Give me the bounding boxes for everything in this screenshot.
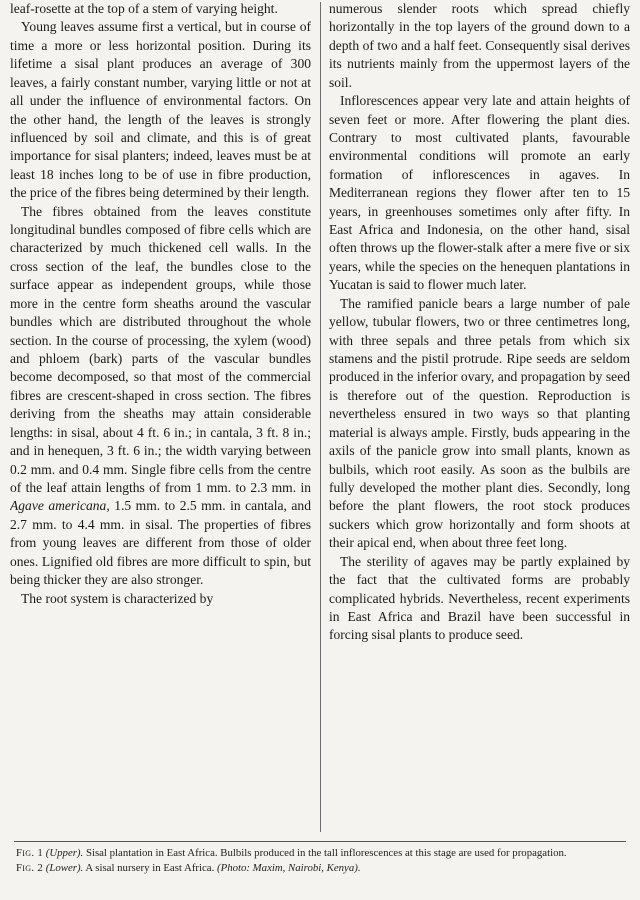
column-divider bbox=[320, 2, 321, 832]
right-column bbox=[329, 0, 630, 838]
paragraph bbox=[10, 203, 311, 590]
paragraph: The ramified panicle bears a large number of pale yellow, tubular flowers, two or three centimetres long, with three sepals and three petals from which six stamens and the pistil protrude. Ripe seeds are seldom produced in the inferior ovary, and propagation by seed is therefore out of the question. Reproduction is nevertheless ensured in two ways so that planting material is always ample. Firstly, buds appearing in the axils of the panicle grow into small plants, known as bulbils, which root easily. As soon as the bulbils are fully developed the mother plant dies. Secondly, long before the plant flowers, the root stock produces suckers which grow horizontally and form shoots at their apical end, when about three feet long. bbox=[329, 295, 630, 551]
paragraph: numerous slender roots which spread chiefly horizontally in the top layers of the ground down to a depth of two and a half feet. Consequently sisal derives its nutrients mainly from the uppermost layers of the soil. bbox=[329, 1, 630, 90]
photo-credit: (Photo: Maxim, Nairobi, Kenya). bbox=[217, 862, 361, 874]
paragraph: The root system is characterized by bbox=[21, 590, 214, 606]
figure-label: Fig. 1 bbox=[16, 847, 44, 859]
paragraph: The sterility of agaves may be partly explained by the fact that the cultivated forms are probably complicated hybrids. Nevertheless, recent experiments in East Africa and Brazil have been successful in forcing sisal plants to produce seed. bbox=[329, 553, 630, 643]
figure-position: (Upper). bbox=[45, 847, 84, 859]
caption-rule bbox=[14, 841, 626, 842]
paragraph: Young leaves assume first a vertical, but in course of time a more or less horizontal position. During its lifetime a sisal plant produces an average of 300 leaves, a fairly constant number, varying little or not at all under the influence of environmental factors. On the other hand, the length of the leaves is strongly influenced by soil and climate, and this is of great importance for sisal planters; indeed, leaves must be at least 18 inches long to be of use in fibre production, the price of the fibres being determined by their length. bbox=[10, 19, 311, 201]
text-columns bbox=[10, 0, 630, 838]
document-page bbox=[10, 0, 630, 900]
caption-fig-2 bbox=[16, 861, 624, 875]
species-name: Agave americana bbox=[10, 498, 107, 514]
figure-position: (Lower). bbox=[45, 862, 84, 874]
paragraph: leaf-rosette at the top of a stem of varying height. bbox=[10, 1, 278, 16]
figure-label: Fig. 2 bbox=[16, 862, 44, 874]
paragraph-text: , 1.5 mm. to 2.5 mm. in cantala, and 2.7 mm. to 4.4 mm. in sisal. The properties of fibres from young leaves are different from those of older ones. Lignified old fibres are more difficult to spin, but being thicker they are also stronger. bbox=[10, 498, 311, 588]
caption-fig-1 bbox=[16, 846, 624, 860]
paragraph: Inflorescences appear very late and attain heights of seven feet or more. After flowering the plant dies. Contrary to most cultivated plants, favourable environmental conditions will promote an early formation of inflorescences in agaves. In Mediterranean regions they flower after ten to 15 years, in greenhouses sometimes only after fifty. In East Africa and Indonesia, on the other hand, sisal often throws up the flower-stalk after a mere five or six years, while the species on the henequen plantations in Yucatan is said to flower much later. bbox=[329, 93, 630, 293]
left-column bbox=[10, 0, 311, 838]
figure-captions bbox=[16, 846, 624, 875]
caption-text: Sisal plantation in East Africa. Bulbils produced in the tall inflorescences at this stage are used for propagation. bbox=[85, 847, 567, 859]
paragraph-text: The fibres obtained from the leaves constitute longitudinal bundles composed of fibre cells which are characterized by much thickened cell walls. In the cross section of the leaf, the bundles close to the surface appear as independent groups, while those more in the centre form sheaths around the vascular bundles which are distributed throughout the whole section. In the course of processing, the xylem (wood) and phloem (bark) parts of the vascular bundles become decomposed, so that most of the commercial fibres are crescent-shaped in cross section. The fibres deriving from the sheaths may attain considerable lengths: in sisal, about 4 ft. 6 in.; in cantala, 3 ft. 8 in.; and in henequen, 3 ft. 6 in.; the width varying between 0.2 mm. and 0.4 mm. Single fibre cells from the centre of the leaf attain lengths of from 1 mm. to 2.3 mm. in bbox=[10, 203, 311, 495]
caption-text: A sisal nursery in East Africa. bbox=[85, 862, 215, 874]
